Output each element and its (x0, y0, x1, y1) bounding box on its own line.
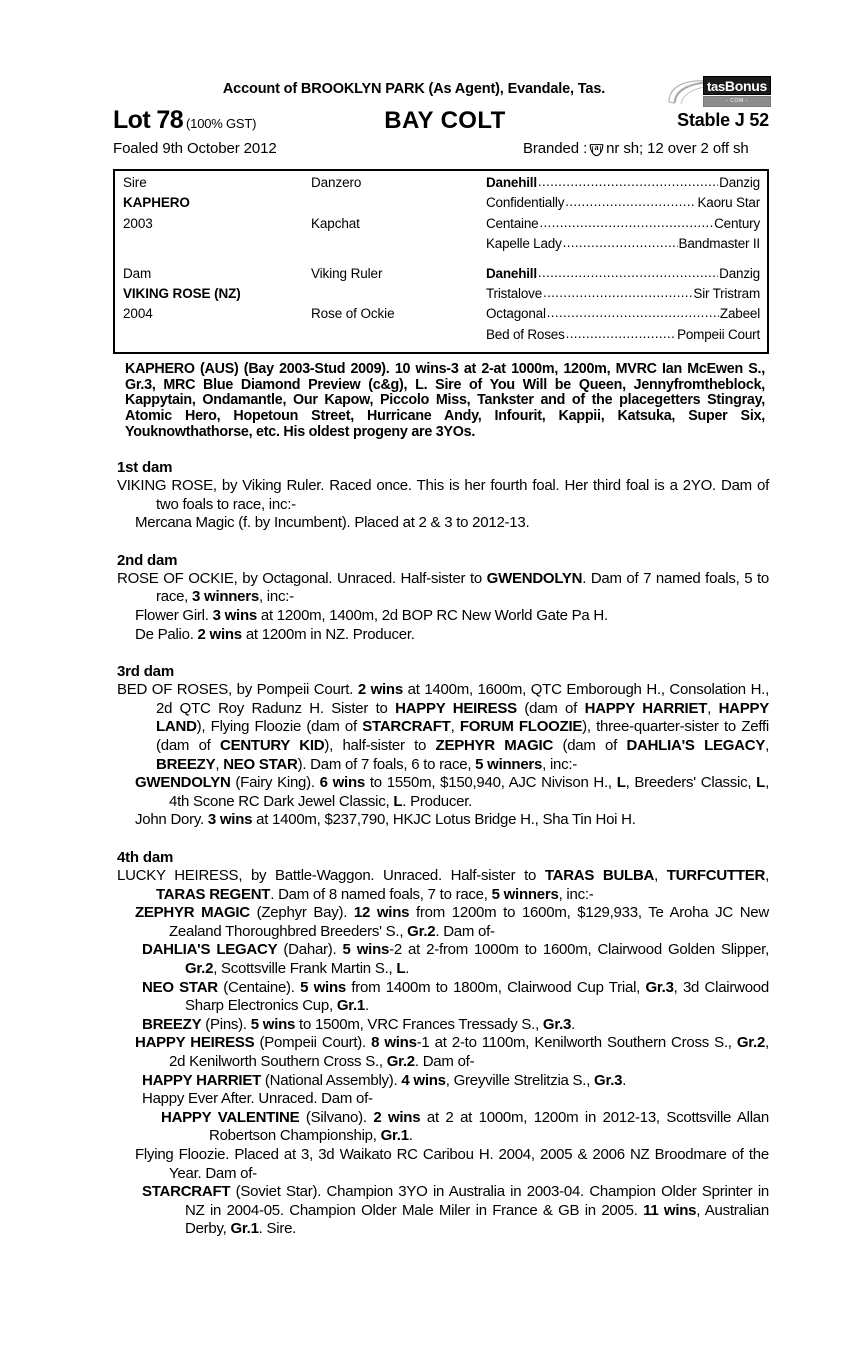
dam-entry: DAHLIA'S LEGACY (Dahar). 5 wins-2 at 2-from 1000m to 1600m, Clairwood Golden Slipper, Gr.2, Scottsville Frank Martin S., L. (142, 941, 769, 977)
pedigree-sire-name: Octagonal (486, 306, 546, 322)
pedigree-cell-generation1: Dam (123, 265, 152, 281)
dam-entry: HAPPY VALENTINE (Silvano). 2 wins at 2 at 1000m, 1200m in 2012-13, Scottsville Allan Robertson Championship, Gr.1. (161, 1108, 769, 1145)
logo-wordmark-suffix: Bonus (724, 78, 767, 94)
dam-entry: STARCRAFT (Soviet Star). Champion 3YO in Australia in 2003-04. Champion Older Sprinter in NZ in 2004-05. Champion Older Male Miler in France & GB in 2005. 11 wins, Australian Derby, Gr.1. Sire. (142, 1183, 769, 1238)
pedigree-dam-name: Bandmaster II (678, 236, 760, 252)
brand-symbol-icon (588, 140, 605, 157)
pedigree-sire-name: Tristalove (486, 285, 543, 301)
dam-entry: De Palio. 2 wins at 1200m in NZ. Producer. (135, 625, 415, 643)
pedigree-cell-generation1: 2004 (123, 306, 153, 322)
pedigree-sire-name: Kapelle Lady (486, 236, 562, 252)
dam-entry: NEO STAR (Centaine). 5 wins from 1400m to 1800m, Clairwood Cup Trial, Gr.3, 3d Clairwood Sharp Electronics Cup, Gr.1. (142, 978, 769, 1015)
foaled-branded-row (113, 140, 769, 164)
pedigree-cell-generation3 (486, 175, 767, 190)
pedigree-cell-generation1: KAPHERO (123, 195, 190, 211)
dam-entry: HAPPY HARRIET (National Assembly). 4 wins, Greyville Strelitzia S., Gr.3. (142, 1071, 627, 1089)
dam-section-heading: 3rd dam (117, 663, 174, 681)
pedigree-sire-name: Danehill (486, 175, 537, 190)
dot-leader (566, 327, 676, 341)
pedigree-row (115, 236, 767, 256)
branded-info (523, 140, 749, 157)
branded-label: Branded : (523, 140, 588, 157)
pedigree-sire-name: Confidentially (486, 195, 565, 211)
pedigree-dam-name: Danzig (719, 175, 760, 190)
pedigree-cell-generation2: Kapchat (311, 215, 360, 231)
pedigree-cell-generation2: Viking Ruler (311, 265, 383, 281)
dam-entry: LUCKY HEIRESS, by Battle-Waggon. Unraced. Half-sister to TARAS BULBA, TURFCUTTER, TARAS REGENT. Dam of 8 named foals, 7 to race, 5 winners, inc:- (117, 867, 769, 903)
dot-leader (563, 236, 678, 250)
pedigree-sire-name: Danehill (486, 265, 537, 281)
pedigree-cell-generation2: Rose of Ockie (311, 306, 395, 322)
dam-entry: John Dory. 3 wins at 1400m, $237,790, HKJC Lotus Bridge H., Sha Tin Hoi H. (135, 811, 636, 829)
pedigree-cell-generation3 (486, 266, 767, 281)
pedigree-dam-name: Sir Tristram (693, 285, 760, 301)
gst-note: (100% GST) (186, 116, 257, 131)
pedigree-cell-generation3 (486, 286, 767, 301)
pedigree-dam-name: Century (714, 215, 760, 231)
pedigree-cell-generation3 (486, 236, 767, 251)
pedigree-row (115, 286, 767, 306)
dot-leader (543, 286, 692, 300)
page-content (113, 78, 769, 1239)
pedigree-row (115, 266, 767, 286)
dot-leader (565, 195, 696, 209)
svg-text:a: a (594, 142, 599, 153)
dam-entry: Mercana Magic (f. by Incumbent). Placed at 2 & 3 to 2012-13. (135, 514, 530, 532)
dam-entry: Happy Ever After. Unraced. Dam of- (142, 1090, 373, 1108)
pedigree-cell-generation2: Danzero (311, 175, 362, 190)
dam-entry: BED OF ROSES, by Pompeii Court. 2 wins at 1400m, 1600m, QTC Emborough H., Consolation H., 2d QTC Roy Radunz H. Sister to HAPPY HEIRESS (dam of HAPPY HARRIET, HAPPY LAND), Flying Floozie (dam of STARCRAFT, FORUM FLOOZIE), three-quarter-sister to Zeffi (dam of CENTURY KID), half-sister to ZEPHYR MAGIC (dam of DAHLIA'S LEGACY, BREEZY, NEO STAR). Dam of 7 foals, 6 to race, 5 winners, inc:- (117, 681, 769, 773)
dam-entry: Flower Girl. 3 wins at 1200m, 1400m, 2d BOP RC New World Gate Pa H. (135, 607, 608, 625)
dot-leader (538, 266, 718, 280)
pedigree-row (115, 216, 767, 236)
pedigree-row (115, 195, 767, 215)
horse-type: BAY COLT (384, 107, 506, 134)
dam-entry: GWENDOLYN (Fairy King). 6 wins to 1550m, $150,940, AJC Nivison H., L, Breeders' Classic, L, 4th Scone RC Dark Jewel Classic, L. Producer. (135, 774, 769, 810)
pedigree-row (115, 306, 767, 326)
dot-leader (547, 306, 719, 320)
title-row (113, 106, 769, 136)
pedigree-dam-name: Pompeii Court (677, 326, 760, 342)
dam-entry: ROSE OF OCKIE, by Octagonal. Unraced. Half-sister to GWENDOLYN. Dam of 7 named foals, 5 to race, 3 winners, inc:- (117, 569, 770, 606)
pedigree-dam-name: Zabeel (719, 306, 760, 322)
dam-entry: BREEZY (Pins). 5 wins to 1500m, VRC Frances Tressady S., Gr.3. (142, 1015, 576, 1033)
pedigree-row (115, 327, 767, 347)
pedigree-table (113, 169, 769, 354)
logo-subtitle-bar: - COM - (703, 96, 771, 107)
pedigree-cell-generation3 (486, 306, 767, 321)
account-row (113, 78, 769, 104)
pedigree-cell-generation3 (486, 327, 767, 342)
pedigree-cell-generation1: Sire (123, 175, 147, 190)
pedigree-dam-name: Kaoru Star (697, 195, 760, 211)
tasbonus-logo (665, 76, 771, 108)
dam-entry: ZEPHYR MAGIC (Zephyr Bay). 12 wins from 1200m to 1600m, $129,933, Te Aroha JC New Zealand Thoroughbred Breeders' S., Gr.2. Dam of- (135, 904, 769, 940)
pedigree-dam-name: Danzig (719, 265, 760, 281)
dot-leader (538, 175, 718, 189)
pedigree-cell-generation3 (486, 216, 767, 231)
dam-section-heading: 1st dam (117, 459, 173, 477)
pedigree-cell-generation1: VIKING ROSE (NZ) (123, 285, 241, 301)
logo-wordmark (703, 76, 771, 95)
pedigree-cell-generation3 (486, 195, 767, 210)
foaled-date: Foaled 9th October 2012 (113, 140, 277, 157)
sire-summary-paragraph: KAPHERO (AUS) (Bay 2003-Stud 2009). 10 wins-3 at 2-at 1000m, 1200m, MVRC Ian McEwen S., Gr.3, MRC Blue Diamond Preview (c&g), L. Sire of You Will be Queen, Jennyfromtheblock, Kappytain, Ondamantle, Our Kapow, Piccolo Miss, Tankster and of the placegetters Stingray, Atomic Hero, Hopetoun Street, Hurricane Andy, Infourit, Kappii, Katsuka, Super Six, Youknowthathorse, etc. His oldest progeny are 3YOs. (125, 361, 765, 440)
pedigree-sire-name: Bed of Roses (486, 326, 565, 342)
logo-wordmark-prefix: tas (707, 79, 725, 94)
lot-number: Lot 78 (113, 106, 184, 134)
dam-section-heading: 2nd dam (117, 551, 178, 569)
dot-leader (539, 216, 713, 230)
branded-description: nr sh; 12 over 2 off sh (606, 140, 749, 157)
pedigree-cell-generation1: 2003 (123, 215, 153, 231)
pedigree-row (115, 175, 767, 195)
dam-entry: HAPPY HEIRESS (Pompeii Court). 8 wins-1 at 2-to 1100m, Kenilworth Southern Cross S., Gr.2, 2d Kenilworth Southern Cross S., Gr.2. Dam of- (135, 1034, 769, 1070)
stable-number: Stable J 52 (677, 110, 769, 130)
pedigree-row-gap (115, 257, 767, 266)
dam-sections (113, 459, 769, 1239)
dam-section-heading: 4th dam (117, 849, 174, 866)
dam-entry: VIKING ROSE, by Viking Ruler. Raced once. This is her fourth foal. Her third foal is a 2YO. Dam of two foals to race, inc:- (117, 477, 769, 513)
dam-entry: Flying Floozie. Placed at 3, 3d Waikato RC Caribou H. 2004, 2005 & 2006 NZ Broodmare of the Year. Dam of- (135, 1145, 769, 1182)
pedigree-sire-name: Centaine (486, 215, 539, 231)
account-line: Account of BROOKLYN PARK (As Agent), Evandale, Tas. (222, 81, 606, 97)
